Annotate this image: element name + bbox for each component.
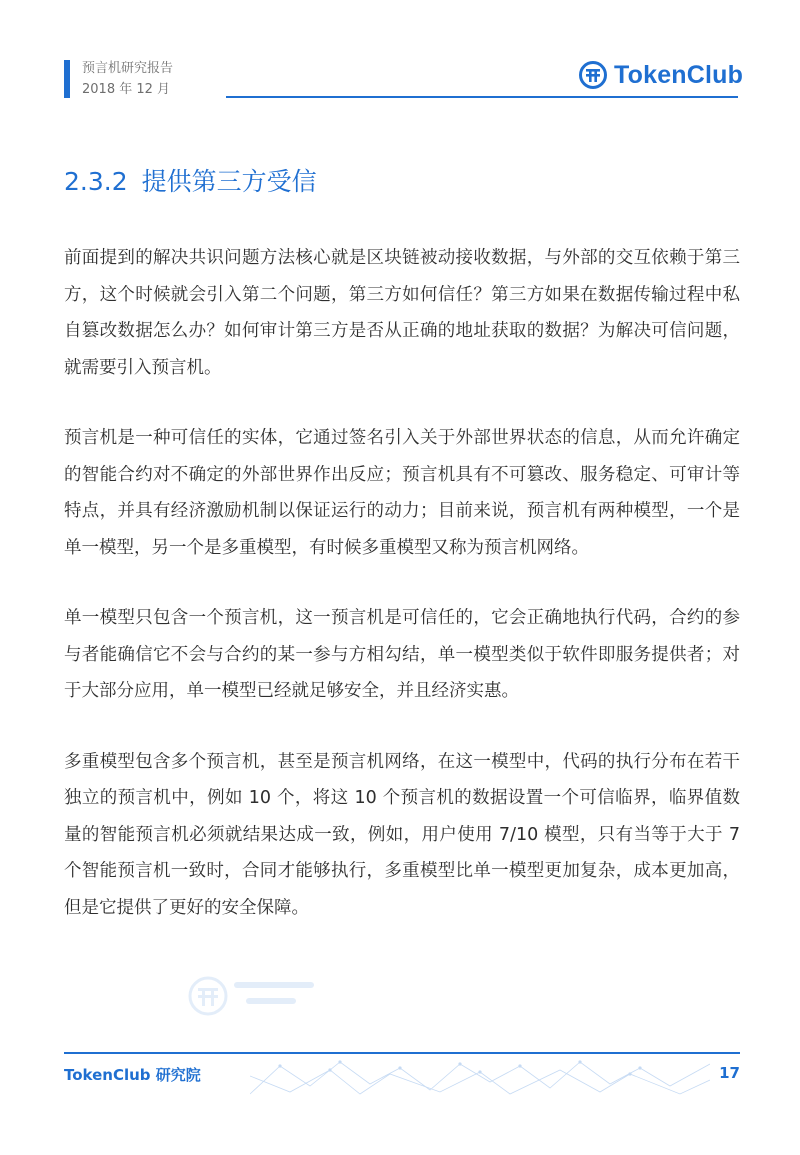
section-number: 2.3.2 (64, 167, 128, 196)
report-title: 预言机研究报告 (82, 61, 174, 76)
paragraph-1: 前面提到的解决共识问题方法核心就是区块链被动接收数据，与外部的交互依赖于第三方，这个时候就会引入第二个问题，第三方如何信任？第三方如果在数据传输过程中私自篡改数据怎么办？如何审计第三方是否从正确的地址获取的数据？为解决可信问题，就需要引入预言机。 (64, 248, 740, 378)
report-date: 2018 年 12 月 (82, 82, 171, 97)
logo-text: TokenClub (614, 60, 744, 89)
section-heading (64, 164, 317, 200)
tokenclub-logo (578, 58, 743, 92)
watermark-logo-icon (186, 964, 326, 1024)
header-accent-bar (64, 60, 70, 98)
body-content (64, 240, 740, 960)
paragraph-4: 多重模型包含多个预言机，甚至是预言机网络，在这一模型中，代码的执行分布在若干独立的预言机中，例如 10 个，将这 10 个预言机的数据设置一个可信临界，临界值数量的智能预言机必须就结果达成一致，例如，用户使用 7/10 模型，只有当等于大于 7 个智能预言机一致时，合同才能够执行，多重模型比单一模型更加复杂，成本更加高，但是它提供了更好的安全保障。 (64, 751, 740, 918)
header-divider (226, 96, 738, 98)
footer-brand: TokenClub 研究院 (64, 1066, 201, 1084)
network-decoration-icon (250, 1056, 710, 1096)
page-number: 17 (719, 1064, 740, 1082)
paragraph-2: 预言机是一种可信任的实体，它通过签名引入关于外部世界状态的信息，从而允许确定的智能合约对不确定的外部世界作出反应；预言机具有不可篡改、服务稳定、可审计等特点，并具有经济激励机制以保证运行的动力；目前来说，预言机有两种模型，一个是单一模型，另一个是多重模型，有时候多重模型又称为预言机网络。 (64, 428, 740, 558)
tokenclub-logo-icon (578, 60, 608, 90)
page-header (0, 0, 800, 110)
paragraph-3: 单一模型只包含一个预言机，这一预言机是可信任的，它会正确地执行代码，合约的参与者能确信它不会与合约的某一参与方相勾结，单一模型类似于软件即服务提供者；对于大部分应用，单一模型已经就足够安全，并且经济实惠。 (64, 608, 740, 701)
section-title: 提供第三方受信 (141, 167, 317, 196)
footer-divider (64, 1052, 740, 1054)
